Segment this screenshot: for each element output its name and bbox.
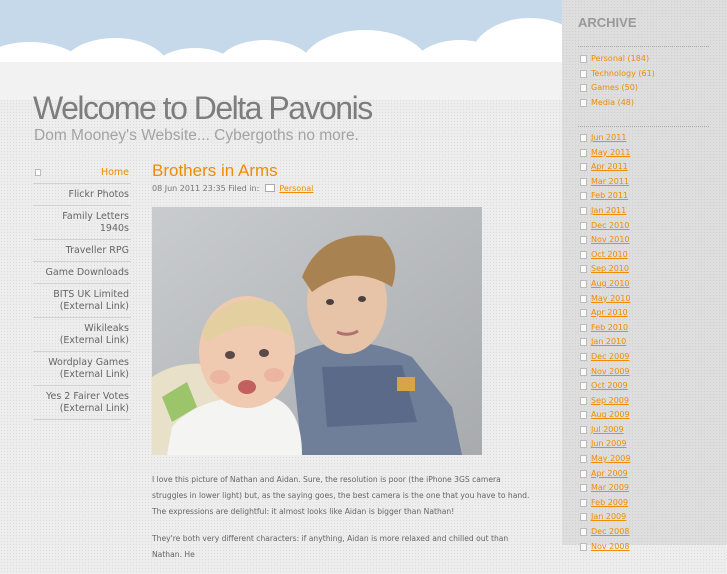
month-link-label: May 2010 <box>591 293 631 303</box>
category-link-label: Games (50) <box>591 83 638 93</box>
category-link[interactable] <box>580 81 655 96</box>
page-icon <box>580 251 587 259</box>
header-sky-banner <box>0 0 562 100</box>
nav-item[interactable] <box>33 206 131 240</box>
month-link[interactable] <box>580 452 630 467</box>
page-icon <box>580 382 587 390</box>
page-icon <box>580 149 587 157</box>
month-link-label: Nov 2009 <box>591 366 630 376</box>
month-link[interactable] <box>580 510 630 525</box>
page-icon <box>580 265 587 273</box>
month-link[interactable] <box>580 277 630 292</box>
page-icon <box>580 295 587 303</box>
page-icon <box>580 338 587 346</box>
post-photo[interactable] <box>152 207 482 455</box>
page-icon <box>580 207 587 215</box>
page-icon <box>580 99 587 107</box>
month-link-label: Jun 2011 <box>591 133 627 142</box>
post-paragraph: They're both very different characters: if anything, Aidan is more relaxed and chilled out than Nathan. He <box>152 534 509 559</box>
page-icon <box>35 169 41 176</box>
category-list <box>580 52 655 110</box>
nav-item-label: Game Downloads <box>45 267 129 278</box>
page-icon <box>580 543 587 551</box>
month-link-label: May 2009 <box>591 454 631 464</box>
page-icon <box>580 309 587 317</box>
month-link[interactable] <box>580 306 630 321</box>
month-link[interactable] <box>580 350 630 365</box>
month-link[interactable] <box>580 467 630 482</box>
month-link-label: Feb 2011 <box>591 191 629 201</box>
folder-icon <box>265 184 275 192</box>
nav-item[interactable] <box>33 184 131 206</box>
month-link[interactable] <box>580 394 630 409</box>
nav-item-label: Wordplay Games (External Link) <box>48 357 129 380</box>
nav-item[interactable] <box>33 162 131 184</box>
nav-item[interactable] <box>33 240 131 262</box>
page-icon <box>580 134 587 142</box>
month-link-label: Aug 2010 <box>591 278 630 288</box>
month-link-label: Aug 2009 <box>591 410 630 420</box>
page-icon <box>580 324 587 332</box>
month-link-label: Feb 2009 <box>591 497 629 507</box>
month-link-label: Apr 2009 <box>591 468 628 478</box>
page-icon <box>580 178 587 186</box>
month-link[interactable] <box>580 437 630 452</box>
month-link-label: Jan 2010 <box>591 337 627 347</box>
page-icon <box>580 426 587 434</box>
nav-item[interactable] <box>33 318 131 352</box>
archive-heading: ARCHIVE <box>578 15 637 30</box>
month-link[interactable] <box>580 365 630 380</box>
nav-item[interactable] <box>33 352 131 386</box>
month-link-label: Mar 2011 <box>591 176 629 186</box>
month-link-label: Nov 2010 <box>591 235 630 245</box>
nav-item-label: Yes 2 Fairer Votes (External Link) <box>45 391 129 414</box>
nav-item[interactable] <box>33 386 131 420</box>
month-link-label: Apr 2011 <box>591 162 628 172</box>
post-body <box>152 472 532 574</box>
nav-item-label: Home <box>100 167 129 178</box>
page-icon <box>580 84 587 92</box>
sidebar-divider <box>578 46 709 47</box>
month-link-label: Apr 2010 <box>591 308 628 318</box>
post-paragraph: I love this picture of Nathan and Aidan. Sure, the resolution is poor (the iPhone 3GS camera struggles in lower light) but, as the saying goes, the best camera is the one that you have to hand. The expressions are delightful: it almost looks like Aidan is bigger than Nathan! <box>152 475 530 516</box>
month-link-label: Nov 2008 <box>591 541 630 551</box>
sidebar-divider <box>578 126 709 127</box>
nav-item-label: BITS UK Limited (External Link) <box>53 289 129 312</box>
month-link[interactable] <box>580 233 630 248</box>
page-icon <box>580 484 587 492</box>
page-icon <box>580 440 587 448</box>
month-link[interactable] <box>580 292 630 307</box>
filed-in-label: Filed in: <box>228 184 260 193</box>
month-link[interactable] <box>580 146 630 161</box>
month-link[interactable] <box>580 175 630 190</box>
nav-item-label: Family Letters 1940s <box>62 211 129 234</box>
photo-illustration <box>152 207 482 455</box>
post-date: 08 Jun 2011 23:35 <box>152 184 226 193</box>
month-archive-list <box>580 131 630 554</box>
nav-item[interactable] <box>33 284 131 318</box>
post-meta <box>152 184 313 193</box>
month-link-label: Jun 2009 <box>591 439 627 449</box>
category-link-label: Technology (61) <box>591 68 655 78</box>
month-link-label: Mar 2009 <box>591 483 629 493</box>
page-icon <box>580 353 587 361</box>
month-link-label: Dec 2008 <box>591 527 630 537</box>
month-link[interactable] <box>580 131 630 146</box>
post-category-link[interactable]: Personal <box>279 184 314 193</box>
main-navigation <box>33 162 131 420</box>
category-link-label: Personal (184) <box>591 54 650 63</box>
nav-item-label: Traveller RPG <box>65 245 129 256</box>
page-icon <box>580 411 587 419</box>
month-link-label: Oct 2009 <box>591 381 628 391</box>
month-link[interactable] <box>580 160 630 175</box>
month-link[interactable] <box>580 189 630 204</box>
month-link[interactable] <box>580 540 630 555</box>
month-link-label: Jul 2009 <box>591 424 624 434</box>
month-link-label: Dec 2009 <box>591 351 630 361</box>
month-link[interactable] <box>580 248 630 263</box>
page-icon <box>580 397 587 405</box>
month-link[interactable] <box>580 481 630 496</box>
month-link[interactable] <box>580 262 630 277</box>
nav-item[interactable] <box>33 262 131 284</box>
month-link-label: Oct 2010 <box>591 249 628 259</box>
page-icon <box>580 163 587 171</box>
page-icon <box>580 70 587 78</box>
month-link-label: Sep 2010 <box>591 264 629 274</box>
month-link-label: Dec 2010 <box>591 220 630 230</box>
page-icon <box>580 368 587 376</box>
month-link[interactable] <box>580 379 630 394</box>
site-title[interactable]: Welcome to Delta Pavonis <box>33 90 372 126</box>
page-icon <box>580 222 587 230</box>
category-link[interactable] <box>580 52 655 67</box>
page-icon <box>580 455 587 463</box>
month-link[interactable] <box>580 321 630 336</box>
month-link[interactable] <box>580 496 630 511</box>
month-link-label: Feb 2010 <box>591 322 629 332</box>
month-link-label: Sep 2009 <box>591 395 629 405</box>
month-link[interactable] <box>580 408 630 423</box>
month-link[interactable] <box>580 204 630 219</box>
page-icon <box>580 192 587 200</box>
post-title[interactable]: Brothers in Arms <box>152 161 278 180</box>
page-icon <box>580 55 587 63</box>
page-icon <box>580 280 587 288</box>
page-icon <box>580 528 587 536</box>
site-subtitle: Dom Mooney's Website... Cybergoths no more. <box>34 127 359 144</box>
category-link-label: Media (48) <box>591 97 634 107</box>
category-link[interactable] <box>580 96 655 111</box>
page-icon <box>580 499 587 507</box>
month-link-label: May 2011 <box>591 147 631 157</box>
nav-item-label: Wikileaks (External Link) <box>59 323 129 346</box>
page-icon <box>580 236 587 244</box>
page-icon <box>580 513 587 521</box>
archive-sidebar <box>562 0 727 551</box>
month-link[interactable] <box>580 423 630 438</box>
month-link[interactable] <box>580 335 630 350</box>
month-link-label: Jan 2011 <box>591 205 627 215</box>
page-icon <box>580 470 587 478</box>
month-link[interactable] <box>580 525 630 540</box>
month-link[interactable] <box>580 219 630 234</box>
nav-item-label: Flickr Photos <box>68 189 129 200</box>
category-link[interactable] <box>580 67 655 82</box>
month-link-label: Jan 2009 <box>591 512 627 522</box>
